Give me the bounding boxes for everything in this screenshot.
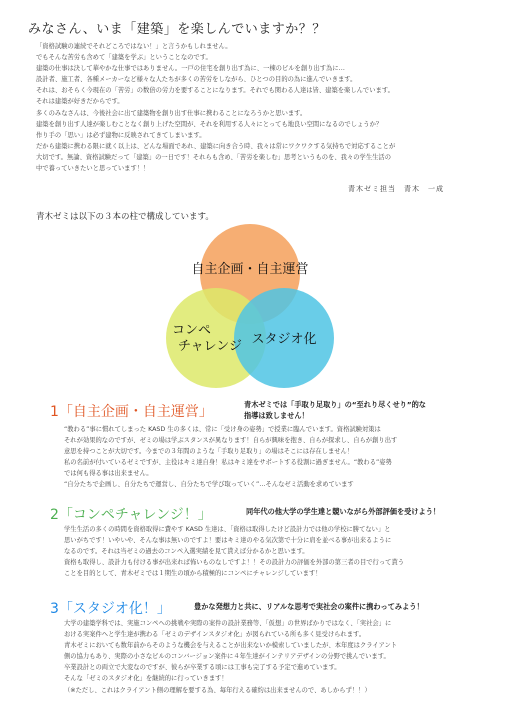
pillar-label-1: 自主企画・自主運営 — [191, 262, 309, 277]
section-1-body-line: “教わる”事に慣れてしまった KASD 生の多くは、常に「受け身の姿勢」で授業に臨んでいます。資格試験対策は — [64, 426, 381, 433]
section-2-body-line: 資格も取得し、設計力も付ける事が出来れば怖いものなしですよ！！その設計力の評価を外部の第三者の目で行って貰う — [64, 559, 405, 567]
section-3-body-line: 大学の建築学科では、実施コンペへの挑戦や実際の案件の設計業務等、「仮想」の世界ばかりではなく、「実社会」に — [64, 620, 392, 627]
pillar-label-3: スタジオ化 — [251, 332, 317, 347]
section-1-body — [64, 424, 504, 491]
intro-line: 多くのみなさんは、今後社会に出て建築物を創り出す仕事に携わることになろうかと思います。 — [36, 109, 307, 117]
section-1-body-line: 私の名前が付いているゼミですが、主役はキミ達自身！私はキミ達をサポートする役割に過ぎません。“教わる”姿勢 — [64, 459, 392, 467]
section-1-heading — [50, 401, 213, 421]
section-3-subtitle — [194, 601, 424, 612]
intro-line: それは建築が好きだからです。 — [36, 98, 124, 106]
section-3-body-line: 青木ゼミにおいても数年前からそのような機会を与えることが出来ないか模索していましたが、本年度はクライアント — [64, 642, 398, 650]
intro-line: 作り手の「思い」は必ず建物に反映されてきてしまいます。 — [36, 131, 206, 139]
section-2-number: 2 — [50, 507, 59, 523]
intro-text — [36, 41, 484, 174]
section-2-heading — [50, 504, 212, 524]
section-1-body-line: それが効果的なのですが、ゼミの場は学ぶスタンスが異なります！自らが興味を抱き、自らが探求し、自らが創り出す — [64, 437, 398, 445]
section-1-body-line: “自分たちで企画し、自分たちで運営し、自分たちで学び取っていく”…そんなゼミ活動を求めています — [64, 481, 354, 489]
section-3-body-line: そんな「ゼミのスタジオ化」を継続的に行っていきます！ — [64, 675, 228, 683]
section-3-heading — [50, 598, 171, 618]
pillars-venn-diagram — [150, 220, 350, 396]
section-1-title: 「自主企画・自主運営」 — [58, 404, 213, 420]
page-title: みなさん、いま「建築」を楽しんでいますか？？ — [28, 22, 326, 37]
section-2-title: 「コンペチャレンジ！」 — [58, 507, 212, 523]
section-1-number: 1 — [50, 404, 59, 420]
section-3-body — [64, 618, 504, 696]
intro-line: それは、おそらく今現在の「苦労」の数倍の労力を要することになります。それでも関わる人達は皆、建築を楽しんでいます。 — [36, 87, 394, 95]
signature: 青木ゼミ担当 青木 一成 — [348, 185, 444, 193]
section-1-subtitle-line: 指導は致しません！ — [244, 411, 309, 420]
section-2-body-line: ことを目的として、青木ゼミでは１期生の頃から積極的にコンペにチャレンジしています！ — [64, 570, 322, 578]
section-2-subtitle-line: 同年代の他大学の学生達と競いながら外部評価を受けよう！ — [246, 507, 441, 516]
intro-line: 「資格試験の連続でそれどころではない！」と言うかもしれません。 — [36, 43, 232, 50]
section-1-subtitle — [244, 399, 426, 421]
intro-line: 中で養っていきたいと思っています！！ — [36, 165, 150, 173]
section-1-subtitle-line: 青木ゼミでは「手取り足取り」の“至れり尽くせり”的な — [244, 400, 426, 409]
section-2-body-line: なるのです。それは当ゼミの過去のコンペ入選実績を見て貰えば分かるかと思います。 — [64, 548, 309, 556]
pillar-label-2b: チャレンジ — [178, 339, 242, 354]
section-3-body-line: （※ただし、これはクライアント側の理解を要する為、毎年行える確約は出来ませんので、あしからず！！） — [64, 686, 371, 694]
intro-line: 建築の仕事は決して華やかな仕事ではありません。一戸の住宅を創り出す為に、一棟のビルを創り出す為に… — [36, 65, 345, 73]
section-3-subtitle-line: 豊かな発想力と共に、リアルな思考で実社会の案件に携わってみよう！ — [194, 602, 424, 611]
section-2-body-line: 思いがちです！いやいや、そんな事は無いのですよ！要はキミ達のやる気次第で十分に肩を並べる事が出来るように — [64, 537, 392, 545]
section-3-body-line: おける実案件へと学生達が携わる「ゼミのデザインスタジオ化」が図られている所も多く見受けられます。 — [64, 631, 366, 639]
section-2-subtitle — [246, 506, 440, 517]
section-3-body-line: 卒業設計との両立で大変なのですが、彼らが卒業する頃には工事も完了する予定で進めています。 — [64, 664, 341, 672]
intro-line: 設計者、施工者、各種メーカーなど様々な人たちが多くの苦労をしながら、ひとつの目的の為に進んでいきます。 — [36, 76, 357, 84]
section-1-body-line: 意思を持つことが大切です。今までの３年間のような「手取り足取り」の場はそこには存在しません！ — [64, 448, 354, 456]
intro-line: 建築を創り出す人達が楽しむことなく創り上げた空間が、それを利用する人々にとっても地良い空間になるのでしょうか？ — [36, 120, 383, 128]
intro-line: だから建築に携わる限に就く以上は、どんな場面であれ、建築に向き合う時、我々は常にワクワクする気持ちで対応することが — [36, 142, 396, 150]
intro-line: 大切です。無論、資格試験だって「建築」の一日です！それらも含め、「苦労を楽しむ」思考というものを、我々の学生生活の — [36, 153, 392, 161]
section-2-body — [64, 524, 504, 579]
section-2-body-line: 学生生活の多くの時間を資格取得に費やす KASD 生達は、「資格は取得したけど設計力では他の学校に勝てない」と — [64, 526, 391, 533]
pillar-label-2a: コンペ — [172, 323, 212, 338]
section-3-number: 3 — [50, 601, 59, 617]
section-3-title: 「スタジオ化！」 — [58, 601, 171, 617]
section-1-body-line: では何も得る事は出来ません。 — [64, 470, 153, 478]
section-3-body-line: 側の協力もあり、実際の小さなビルのコンバージョン案件に４年生達がインテリアデザインの分野で挑んでいます。 — [64, 653, 390, 661]
intro-line: でもそんな苦労も含めて「建築を学ぶ」ということなのです。 — [36, 54, 212, 62]
pillars-lead: 青木ゼミは以下の３本の柱で構成しています。 — [36, 212, 214, 222]
